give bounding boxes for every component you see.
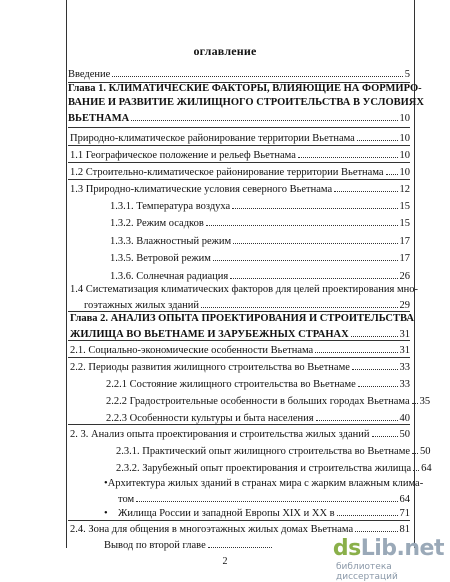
toc-entry-2-4[interactable]: 2.4. Зона для общения в многоэтажных жилых домах Вьетнама 81: [70, 521, 410, 537]
dslib-logo: dsLib.net: [332, 536, 444, 561]
toc-entry-chapter-1[interactable]: Глава 1. КЛИМАТИЧЕСКИЕ ФАКТОРЫ, ВЛИЯЮЩИЕ НА ФОРМИРО- ВАНИЕ И РАЗВИТИЕ ЖИЛИЩНОГО СТРОИТЕЛЬСТВА В УСЛОВИЯХ ВЬЕТНАМА 10: [68, 83, 424, 124]
dslib-subtitle: библиотека диссертаций: [336, 562, 398, 582]
toc-entry-1-3-2[interactable]: 1.3.2. Режим осадков 15: [110, 215, 410, 231]
toc-entry-hot-humid-architecture[interactable]: • Архитектура жилых зданий в странах мира с жарким влажным клима- том 64: [104, 478, 424, 505]
toc-entry-1-1[interactable]: 1.1 Географическое положение и рельеф Вьетнама 10: [70, 147, 410, 163]
dslib-watermark: [332, 536, 448, 582]
bullet-icon: •: [104, 478, 108, 489]
toc-entry-2-1[interactable]: 2.1. Социально-экономические особенности Вьетнама 31: [70, 342, 410, 358]
toc-entry-natural-climatic-zoning[interactable]: Природно-климатическое районирование территории Вьетнама 10: [70, 130, 410, 146]
left-border-line: [66, 0, 67, 548]
toc-entry-chapter-2-conclusion[interactable]: Вывод по второй главе: [104, 537, 274, 553]
toc-entry-2-3-2[interactable]: 2.3.2. Зарубежный опыт проектирования и строительства жилища 64: [116, 460, 410, 476]
toc-entry-1-4[interactable]: 1.4 Систематизация климатических факторов для целей проектирования мно- гоэтажных жилых зданий 29: [70, 284, 418, 311]
toc-entry-2-3[interactable]: 2. 3. Анализ опыта проектирования и строительства жилых зданий 50: [70, 426, 410, 442]
page-number: 2: [222, 556, 228, 567]
toc-entry-2-2[interactable]: 2.2. Периоды развития жилищного строительства во Вьетнаме 33: [70, 359, 410, 375]
toc-entry-introduction[interactable]: Введение 5: [68, 66, 410, 82]
toc-entry-russia-europe-housing[interactable]: • Жилища России и западной Европы XIX и XX в 71: [104, 505, 410, 521]
toc-entry-chapter-2[interactable]: Глава 2. АНАЛИЗ ОПЫТА ПРОЕКТИРОВАНИЯ И СТРОИТЕЛЬСТВА ЖИЛИЩА ВО ВЬЕТНАМЕ И ЗАРУБЕЖНЫХ СТРАНАХ 31: [70, 313, 414, 340]
bullet-icon: •: [104, 508, 108, 519]
toc-entry-1-2[interactable]: 1.2 Строительно-климатическое районирование территории Вьетнама 10: [70, 164, 410, 180]
toc-entry-2-3-1[interactable]: 2.3.1. Практический опыт жилищного строительства во Вьетнаме 50: [116, 443, 410, 459]
toc-entry-2-2-3[interactable]: 2.2.3 Особенности культуры и быта населения 40: [106, 410, 410, 426]
toc-entry-1-3-5[interactable]: 1.3.5. Ветровой режим 17: [110, 250, 410, 266]
toc-title: оглавление: [193, 44, 257, 58]
toc-entry-2-2-2[interactable]: 2.2.2 Градостроительные особенности в больших городах Вьетнама 35: [106, 393, 410, 409]
toc-entry-1-3[interactable]: 1.3 Природно-климатические условия северного Вьетнама 12: [70, 181, 410, 197]
toc-entry-2-2-1[interactable]: 2.2.1 Состояние жилищного строительства во Вьетнаме 33: [106, 376, 410, 392]
toc-entry-1-3-3[interactable]: 1.3.3. Влажностный режим 17: [110, 233, 410, 249]
toc-entry-1-3-1[interactable]: 1.3.1. Температура воздуха 15: [110, 198, 410, 214]
toc-entry-1-3-6[interactable]: 1.3.6. Солнечная радиация 26: [110, 268, 410, 284]
